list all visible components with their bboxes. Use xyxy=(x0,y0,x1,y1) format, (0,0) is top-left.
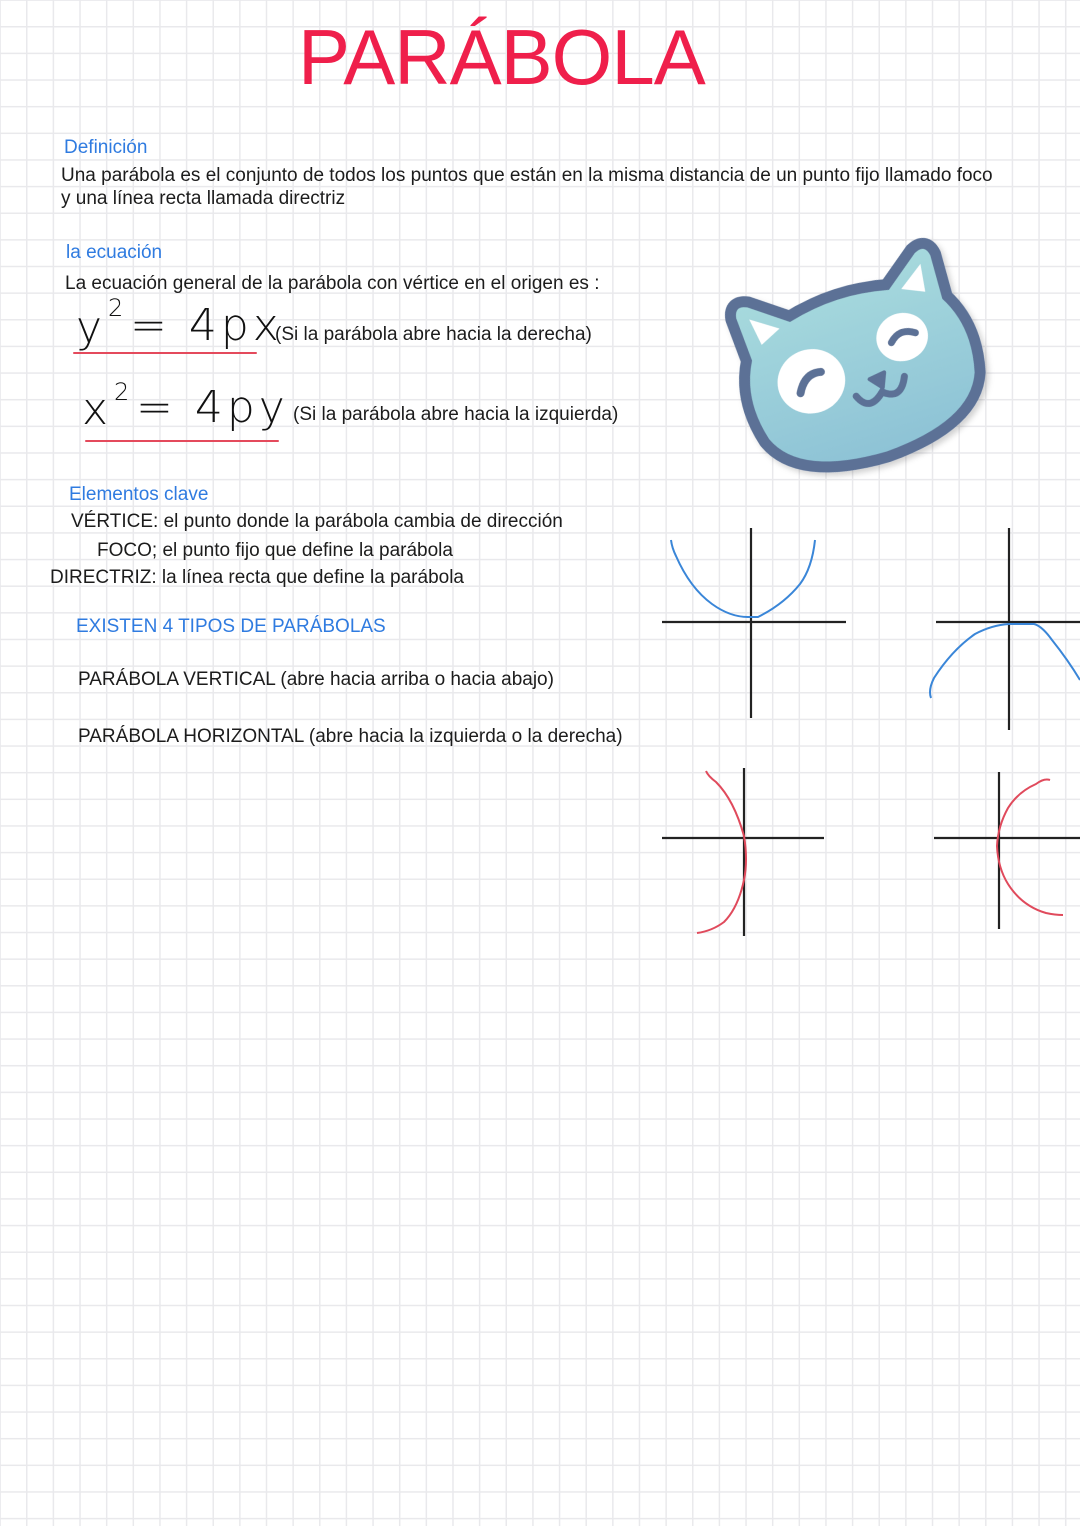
formula-left-note: (Si la parábola abre hacia la izquierda) xyxy=(293,404,619,425)
formula-right-var: y xyxy=(76,302,103,353)
formula-left-exponent: 2 xyxy=(114,378,130,406)
definition-text-line1: Una parábola es el conjunto de todos los puntos que están en la misma distancia de un punto fijo llamado foco xyxy=(61,165,993,186)
formula-right-rhs: = 4px xyxy=(130,300,283,351)
key-element-desc: la línea recta que define la parábola xyxy=(161,567,464,588)
key-element-term: VÉRTICE: xyxy=(71,511,159,532)
equation-intro: La ecuación general de la parábola con vértice en el origen es : xyxy=(65,273,600,294)
type-vertical: PARÁBOLA VERTICAL (abre hacia arriba o hacia abajo) xyxy=(78,669,554,690)
type-horizontal: PARÁBOLA HORIZONTAL (abre hacia la izquierda o la derecha) xyxy=(78,726,623,747)
page-title: PARÁBOLA xyxy=(298,13,705,101)
key-element-desc: el punto fijo que define la parábola xyxy=(162,540,453,561)
definition-heading: Definición xyxy=(64,137,148,158)
formula-left-var: x xyxy=(82,384,109,435)
types-heading: EXISTEN 4 TIPOS DE PARÁBOLAS xyxy=(76,616,386,637)
formula-right-exponent: 2 xyxy=(108,294,124,322)
formula-left-rhs: = 4py xyxy=(136,382,289,433)
key-element-term: FOCO; xyxy=(97,540,158,561)
key-element-desc: el punto donde la parábola cambia de dirección xyxy=(163,511,563,532)
key-elements-heading: Elementos clave xyxy=(69,484,209,505)
key-element-term: DIRECTRIZ: xyxy=(50,567,157,588)
equation-heading: la ecuación xyxy=(66,242,163,263)
formula-right-note: (Si la parábola abre hacia la derecha) xyxy=(275,324,592,345)
definition-text-line2: y una línea recta llamada directriz xyxy=(61,188,346,209)
